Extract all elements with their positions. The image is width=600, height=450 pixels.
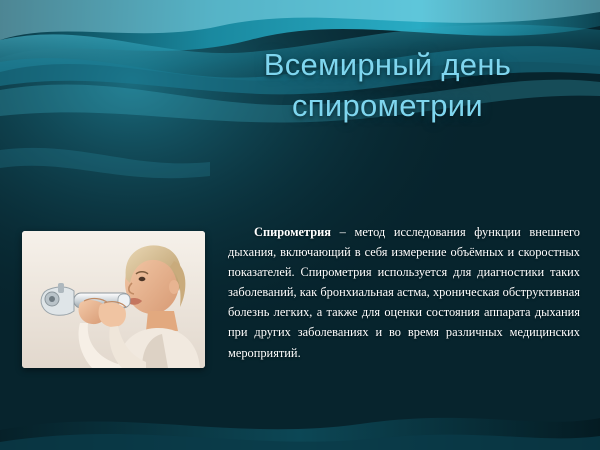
body-paragraph: – метод исследования функции внешнего дыхания, включающий в себя измерение объёмных и скоростных показателей. Спирометрия используется для диагностики таких заболеваний, как бронхиальная астма, хроническая обструктивная болезнь легких, а также для оценки состояния аппарата дыхания при других заболеваниях и во время различных медицинских мероприятий. [228, 225, 580, 360]
body-lead-term: Спирометрия [254, 225, 331, 239]
slide-title-line-1: Всемирный день [263, 47, 512, 82]
slide-title-line-2: спирометрии [292, 87, 483, 123]
slide-title [200, 45, 575, 127]
slide-body-text [228, 222, 580, 363]
spirometry-illustration [22, 231, 205, 368]
spirometry-photo [22, 231, 205, 368]
